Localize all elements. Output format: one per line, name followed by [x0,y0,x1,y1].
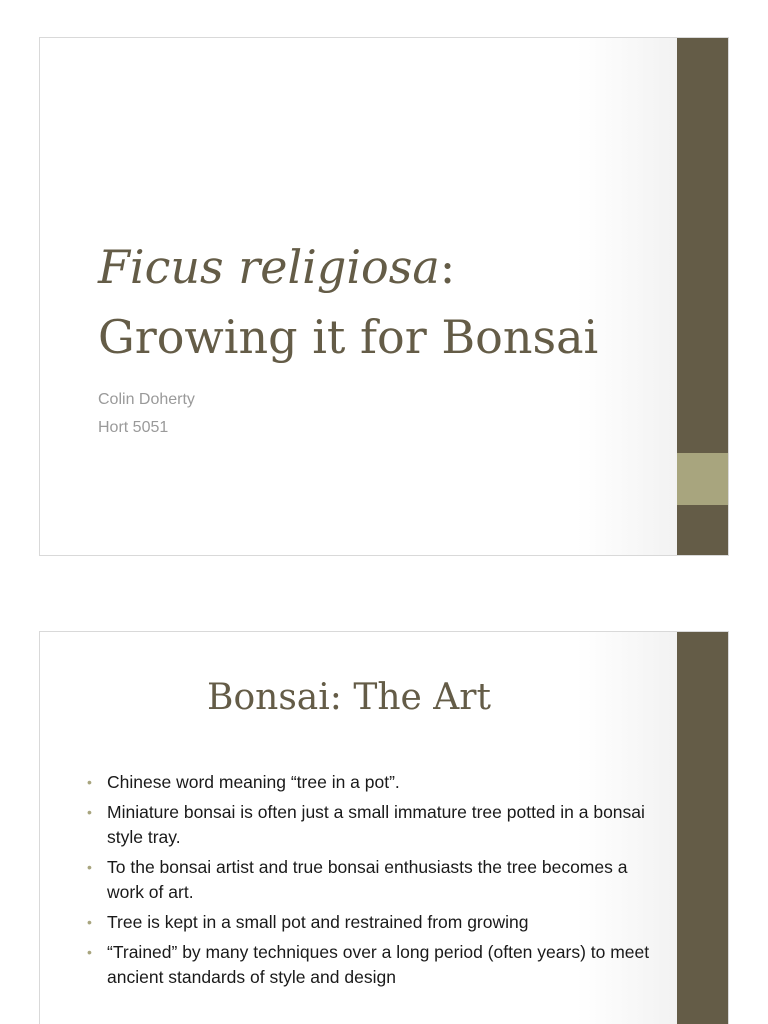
author-name: Colin Doherty [98,391,195,408]
list-item [87,940,657,990]
title-line-2: Growing it for Bonsai [98,310,599,364]
slide-title [39,37,729,556]
bullet-icon: • [87,944,92,960]
slide-title-heading [98,232,678,372]
slide-bonsai-art [39,631,729,1024]
bullet-icon: • [87,914,92,930]
list-item [87,800,657,850]
slide-side-accent [677,453,728,505]
course-code: Hort 5051 [98,419,169,436]
slide-subtitle [98,386,195,442]
bullet-text: Miniature bonsai is often just a small immature tree potted in a bonsai style tray. [107,802,645,847]
bullet-text: Chinese word meaning “tree in a pot”. [107,772,400,792]
bullet-text: “Trained” by many techniques over a long period (often years) to meet ancient standards of style and design [107,942,650,987]
list-item [87,855,657,905]
bullet-icon: • [87,804,92,820]
slide-heading: Bonsai: The Art [207,677,491,718]
title-italic-text: Ficus religiosa [98,240,440,294]
slide-side-bar [677,632,728,1024]
bullet-text: To the bonsai artist and true bonsai enthusiasts the tree becomes a work of art. [107,857,628,902]
list-item [87,910,657,935]
bullet-list [87,770,657,995]
bullet-text: Tree is kept in a small pot and restrained from growing [107,912,529,932]
bullet-icon: • [87,774,92,790]
title-colon: : [439,240,456,294]
list-item [87,770,657,795]
bullet-icon: • [87,859,92,875]
